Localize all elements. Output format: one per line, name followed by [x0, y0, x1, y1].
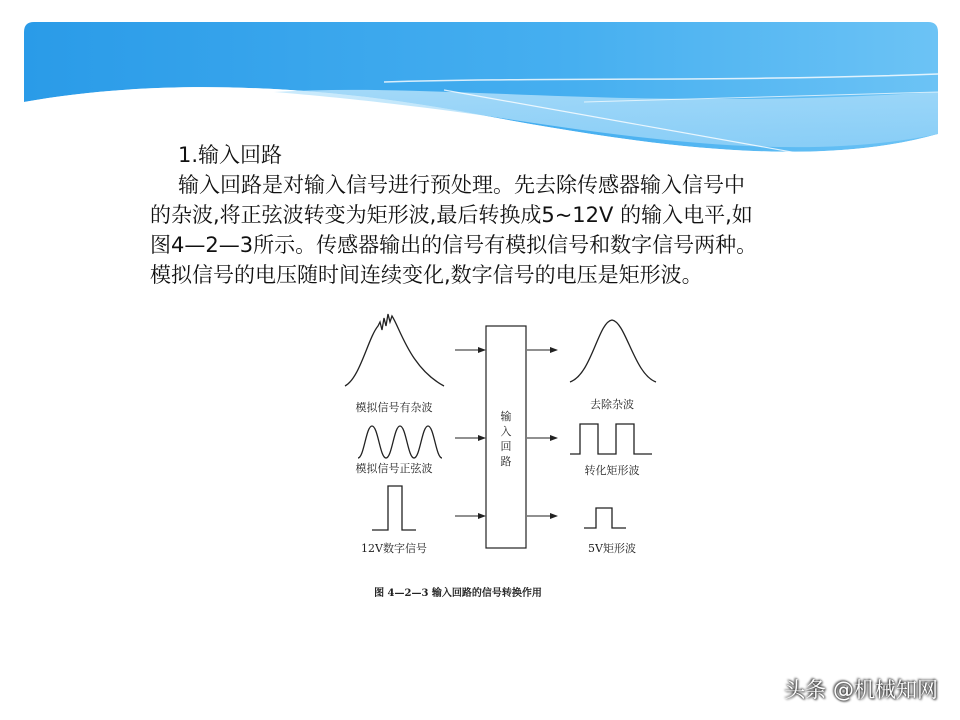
rect-5v-waveform	[584, 508, 626, 528]
paragraph-line: 的杂波,将正弦波转变为矩形波,最后转换成5~12V 的输入电平,如	[150, 203, 753, 227]
section-title: 1.输入回路	[178, 143, 283, 167]
square-waveform	[570, 424, 652, 454]
watermark: 头条 @机械知网	[784, 678, 938, 702]
paragraph-line: 输入回路是对输入信号进行预处理。先去除传感器输入信号中	[178, 173, 745, 197]
noisy-signal-waveform	[345, 314, 444, 386]
block-char: 入	[500, 425, 512, 438]
body-text	[150, 140, 850, 290]
paragraph-line: 图4—2—3所示。传感器输出的信号有模拟信号和数字信号两种。	[150, 233, 758, 257]
input-label-noisy: 模拟信号有杂波	[355, 401, 433, 414]
block-char: 回	[500, 440, 512, 453]
input-label-sine: 模拟信号正弦波	[355, 462, 433, 475]
output-label-clean: 去除杂波	[590, 398, 634, 411]
figure-caption: 图 4—2—3 输入回路的信号转换作用	[374, 588, 542, 599]
input-label-digital: 12V数字信号	[361, 542, 427, 555]
signal-conversion-diagram	[330, 308, 680, 608]
clean-signal-waveform	[570, 320, 656, 382]
paragraph-line: 模拟信号的电压随时间连续变化,数字信号的电压是矩形波。	[150, 263, 703, 287]
block-char: 输	[500, 410, 512, 423]
digital-12v-waveform	[372, 486, 416, 530]
block-char: 路	[500, 455, 512, 468]
output-label-square: 转化矩形波	[584, 464, 640, 477]
output-label-5v: 5V矩形波	[588, 542, 636, 555]
sine-waveform	[358, 426, 442, 458]
